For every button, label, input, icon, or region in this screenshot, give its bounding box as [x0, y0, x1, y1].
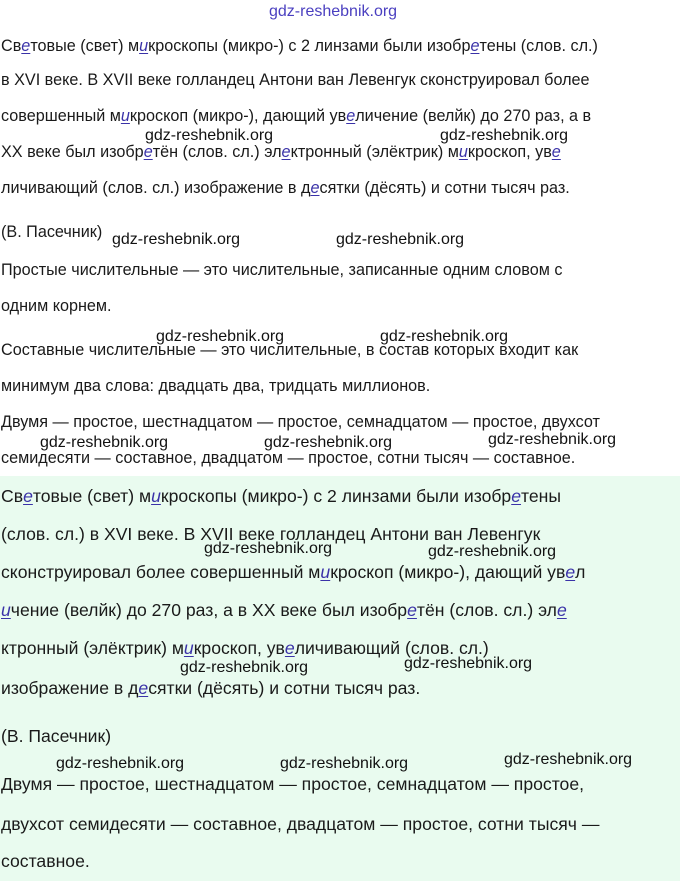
- watermark: gdz-reshebnik.org: [156, 328, 285, 345]
- watermark: gdz-reshebnik.org: [204, 540, 333, 557]
- watermark: gdz-reshebnik.org: [488, 431, 617, 448]
- text-segment: личивающий (слов. сл.) изображение в д: [1, 179, 311, 197]
- spelling-letter: и: [139, 37, 149, 55]
- text-line: [1, 260, 562, 280]
- text-segment: товые (свет) м: [30, 37, 140, 55]
- text-line: [1, 70, 590, 90]
- spelling-letter: е: [21, 37, 31, 55]
- text-segment: сконструировал более совершенный м: [1, 562, 321, 582]
- text-segment: семидесяти — составное, двадцатом — простое, сотни тысяч — составное.: [1, 449, 576, 467]
- text-segment: Св: [1, 486, 24, 506]
- text-segment: сятки (дёсять) и сотни тысяч раз.: [148, 678, 421, 698]
- watermark: gdz-reshebnik.org: [145, 127, 274, 144]
- spelling-letter: и: [320, 562, 331, 582]
- text-segment: кроскоп (микро-), дающий ув: [330, 562, 566, 582]
- text-segment: кроскоп, ув: [193, 638, 285, 658]
- text-segment: кроскопы (микро-) с 2 линзами были изобр: [148, 37, 471, 55]
- spelling-letter: е: [281, 143, 291, 161]
- watermark: gdz-reshebnik.org: [428, 543, 557, 560]
- text-line: [1, 851, 90, 871]
- spelling-letter: и: [120, 107, 130, 125]
- text-line: [1, 142, 561, 162]
- text-segment: в XVI веке. В XVII веке голландец Антони ван Левенгук сконструировал более: [1, 71, 590, 89]
- watermark: gdz-reshebnik.org: [336, 231, 465, 248]
- text-segment: Двумя — простое, шестнадцатом — простое, семнадцатом — простое,: [1, 774, 585, 794]
- watermark: gdz-reshebnik.org: [269, 3, 398, 20]
- text-line: [1, 562, 585, 582]
- text-line: [1, 678, 420, 698]
- text-line: [1, 412, 600, 432]
- watermark: gdz-reshebnik.org: [380, 328, 509, 345]
- spelling-letter: е: [310, 179, 320, 197]
- text-segment: личивающий (слов. сл.): [294, 638, 489, 658]
- spelling-letter: и: [183, 638, 194, 658]
- text-line: [1, 600, 567, 620]
- text-line: [1, 486, 561, 506]
- spelling-letter: е: [556, 600, 567, 620]
- text-segment: составное.: [1, 851, 90, 871]
- text-line: [1, 376, 430, 396]
- spelling-letter: е: [284, 638, 295, 658]
- spelling-letter: е: [143, 143, 153, 161]
- spelling-letter: и: [151, 486, 161, 506]
- spelling-letter: е: [511, 486, 522, 506]
- text-segment: одним корнем.: [1, 297, 112, 315]
- text-segment: кроскоп (микро-), дающий ув: [129, 107, 347, 125]
- watermark: gdz-reshebnik.org: [504, 751, 633, 768]
- text-segment: кроскопы (микро-) с 2 линзами были изобр: [160, 486, 512, 506]
- spelling-letter: е: [138, 678, 149, 698]
- text-segment: Составные числительные — это числительные, в состав которых входит как: [1, 341, 579, 359]
- text-segment: (В. Пасечник): [1, 223, 103, 241]
- spelling-letter: е: [346, 107, 356, 125]
- spelling-letter: е: [470, 37, 480, 55]
- text-segment: изображение в д: [1, 678, 139, 698]
- text-segment: тены: [521, 486, 562, 506]
- text-line: [1, 814, 599, 834]
- text-segment: тён (слов. сл.) эл: [416, 600, 557, 620]
- text-segment: личение (велйк) до 270 раз, а в: [355, 107, 592, 125]
- watermark: gdz-reshebnik.org: [280, 755, 409, 772]
- spelling-letter: и: [1, 600, 11, 620]
- watermark: gdz-reshebnik.org: [56, 755, 185, 772]
- text-segment: товые (свет) м: [32, 486, 152, 506]
- watermark: gdz-reshebnik.org: [440, 127, 569, 144]
- answer-block-highlighted: [0, 476, 680, 881]
- watermark: gdz-reshebnik.org: [40, 434, 169, 451]
- spelling-letter: и: [458, 143, 468, 161]
- text-line: [1, 106, 591, 126]
- text-line: [1, 178, 570, 198]
- text-segment: л: [575, 562, 586, 582]
- text-segment: ктронный (элёктрик) м: [1, 638, 184, 658]
- text-segment: Св: [1, 37, 22, 55]
- watermark: gdz-reshebnik.org: [264, 434, 393, 451]
- text-segment: тены (слов. сл.): [479, 37, 598, 55]
- text-segment: (В. Пасечник): [1, 726, 112, 746]
- text-line: [1, 774, 584, 794]
- watermark: gdz-reshebnik.org: [404, 655, 533, 672]
- text-segment: совершенный м: [1, 107, 121, 125]
- text-segment: двухсот семидесяти — составное, двадцатом — простое, сотни тысяч —: [1, 814, 600, 834]
- text-segment: ктронный (элёктрик) м: [290, 143, 459, 161]
- text-segment: XX веке был изобр: [1, 143, 144, 161]
- text-line: [1, 222, 102, 242]
- watermark: gdz-reshebnik.org: [112, 231, 241, 248]
- watermark: gdz-reshebnik.org: [180, 659, 309, 676]
- spelling-letter: е: [23, 486, 33, 506]
- text-line: [1, 296, 112, 316]
- spelling-letter: е: [407, 600, 417, 620]
- spelling-letter: е: [565, 562, 576, 582]
- text-segment: Простые числительные — это числительные, записанные одним словом с: [1, 261, 563, 279]
- spelling-letter: е: [551, 143, 561, 161]
- text-segment: кроскоп, ув: [467, 143, 552, 161]
- text-segment: чение (велйк) до 270 раз, а в XX веке был изобр: [10, 600, 408, 620]
- text-segment: тён (слов. сл.) эл: [152, 143, 282, 161]
- text-segment: Двумя — простое, шестнадцатом — простое, семнадцатом — простое, двухсот: [1, 413, 600, 431]
- text-segment: сятки (дёсять) и сотни тысяч раз.: [319, 179, 570, 197]
- text-segment: (слов. сл.) в XVI веке. В XVII веке голландец Антони ван Левенгук: [1, 524, 541, 544]
- text-segment: минимум два слова: двадцать два, тридцать миллионов.: [1, 377, 431, 395]
- text-line: [1, 36, 598, 56]
- text-line: [1, 726, 111, 746]
